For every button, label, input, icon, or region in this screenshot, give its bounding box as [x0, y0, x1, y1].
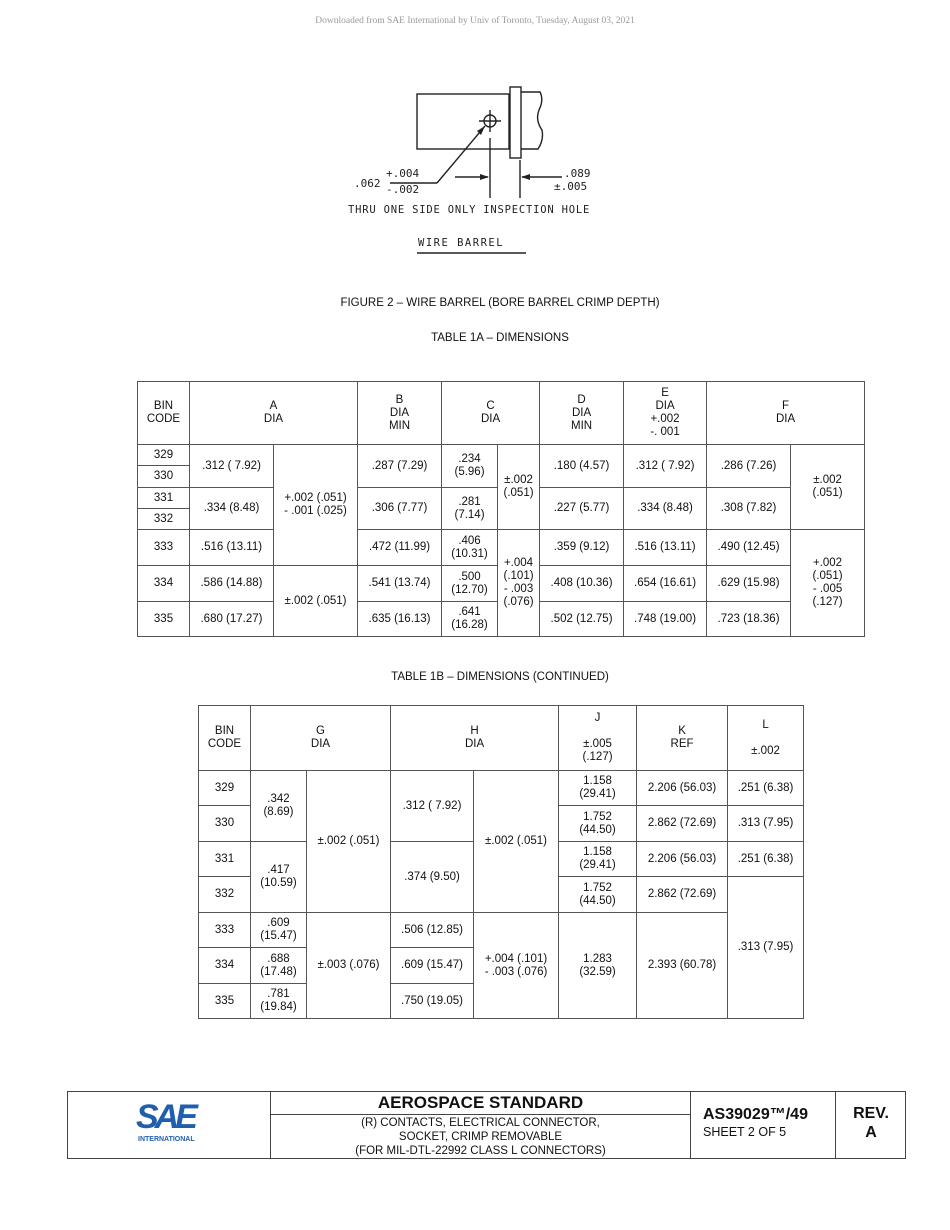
hole-tolerance-minus: -.002: [386, 183, 420, 196]
download-watermark: Downloaded from SAE International by Univ of Toronto, Tuesday, August 03, 2021: [315, 16, 635, 26]
bin-code-cell: 334: [199, 948, 251, 984]
bin-code-cell: 332: [199, 877, 251, 913]
bin-code-cell: 333: [138, 530, 190, 566]
table-cell: .408 (10.36): [540, 566, 624, 602]
table-cell: .281 (7.14): [442, 488, 498, 530]
table-cell: .502 (12.75): [540, 602, 624, 637]
subtitle-line: (R) CONTACTS, ELECTRICAL CONNECTOR,: [361, 1117, 600, 1129]
column-header: K REF: [637, 706, 728, 771]
table-cell: .541 (13.74): [358, 566, 442, 602]
table-cell: .781 (19.84): [251, 984, 307, 1019]
table-cell: .516 (13.11): [190, 530, 274, 566]
table-cell: .312 ( 7.92): [391, 771, 474, 842]
column-header: BIN CODE: [138, 382, 190, 445]
bin-code-cell: 329: [199, 771, 251, 806]
header-row: [138, 382, 865, 445]
table-cell: .609 (15.47): [391, 948, 474, 984]
column-header: G DIA: [251, 706, 391, 771]
table-row: [199, 771, 804, 806]
table-cell: 1.752 (44.50): [559, 806, 637, 842]
table-1b: [198, 705, 804, 1019]
table-cell: .312 ( 7.92): [190, 445, 274, 488]
table-cell: .286 (7.26): [707, 445, 791, 488]
bin-code-cell: 330: [199, 806, 251, 842]
subtitle-line: SOCKET, CRIMP REMOVABLE: [398, 1131, 563, 1143]
column-header: B DIA MIN: [358, 382, 442, 445]
revision-value: A: [865, 1124, 877, 1141]
table-cell: +.002 (.051) - .005 (.127): [791, 530, 865, 637]
bin-code-cell: 335: [138, 602, 190, 637]
table-1a: [137, 381, 865, 637]
table-row: [138, 530, 865, 566]
table-cell: .609 (15.47): [251, 913, 307, 948]
table-cell: +.002 (.051) - .001 (.025): [274, 445, 358, 566]
table-cell: .748 (19.00): [624, 602, 707, 637]
table-cell: .417 (10.59): [251, 842, 307, 913]
standard-title: AEROSPACE STANDARD: [271, 1092, 690, 1115]
column-header: D DIA MIN: [540, 382, 624, 445]
table-cell: ±.002 (.051): [307, 771, 391, 913]
table-cell: .635 (16.13): [358, 602, 442, 637]
distance-dimension: .089: [564, 167, 591, 180]
hole-tolerance-plus: +.004: [386, 167, 420, 180]
table-cell: .406 (10.31): [442, 530, 498, 566]
inspection-hole-note: THRU ONE SIDE ONLY INSPECTION HOLE: [348, 204, 591, 216]
column-header: F DIA: [707, 382, 865, 445]
header-row: [199, 706, 804, 771]
document-number: AS39029™/49: [703, 1106, 808, 1123]
table-cell: .374 (9.50): [391, 842, 474, 913]
table-cell: .306 (7.77): [358, 488, 442, 530]
sae-logo-subtext: INTERNATIONAL: [138, 1136, 195, 1143]
table-cell: .629 (15.98): [707, 566, 791, 602]
table-cell: .251 (6.38): [728, 842, 804, 877]
table-cell: +.004 (.101) - .003 (.076): [474, 913, 559, 1019]
figure-caption: FIGURE 2 – WIRE BARREL (BORE BARREL CRIMP DEPTH): [340, 297, 660, 309]
table-1b-title: TABLE 1B – DIMENSIONS (CONTINUED): [391, 671, 609, 683]
wire-barrel-drawing: [340, 80, 640, 260]
wire-barrel-label: WIRE BARREL: [418, 237, 505, 249]
revision-section: [836, 1092, 906, 1158]
subtitle-line: (FOR MIL-DTL-22992 CLASS L CONNECTORS): [355, 1145, 606, 1157]
sheet-number: SHEET 2 OF 5: [703, 1125, 787, 1139]
table-cell: .313 (7.95): [728, 806, 804, 842]
table-cell: .334 (8.48): [190, 488, 274, 530]
table-cell: +.004 (.101) - .003 (.076): [498, 530, 540, 637]
table-cell: .359 (9.12): [540, 530, 624, 566]
column-header: H DIA: [391, 706, 559, 771]
table-cell: 1.283 (32.59): [559, 913, 637, 1019]
table-cell: .180 (4.57): [540, 445, 624, 488]
table-cell: 2.206 (56.03): [637, 842, 728, 877]
table-cell: .312 ( 7.92): [624, 445, 707, 488]
table-cell: .490 (12.45): [707, 530, 791, 566]
table-cell: ±.002 (.051): [791, 445, 865, 530]
title-section: [271, 1092, 691, 1158]
table-cell: .586 (14.88): [190, 566, 274, 602]
table-cell: ±.002 (.051): [274, 566, 358, 637]
table-cell: .287 (7.29): [358, 445, 442, 488]
bin-code-cell: 334: [138, 566, 190, 602]
table-cell: 2.393 (60.78): [637, 913, 728, 1019]
column-header: C DIA: [442, 382, 540, 445]
table-cell: .313 (7.95): [728, 877, 804, 1019]
table-cell: .641 (16.28): [442, 602, 498, 637]
table-cell: .688 (17.48): [251, 948, 307, 984]
column-header: L ±.002: [728, 706, 804, 771]
table-cell: .500 (12.70): [442, 566, 498, 602]
table-cell: .342 (8.69): [251, 771, 307, 842]
table-cell: .750 (19.05): [391, 984, 474, 1019]
table-1a-title: TABLE 1A – DIMENSIONS: [431, 332, 569, 344]
table-cell: 1.158 (29.41): [559, 842, 637, 877]
table-cell: .723 (18.36): [707, 602, 791, 637]
table-cell: ±.002 (.051): [498, 445, 540, 530]
sae-logo: [68, 1092, 271, 1158]
table-cell: .506 (12.85): [391, 913, 474, 948]
title-block: [67, 1091, 906, 1159]
table-cell: 1.752 (44.50): [559, 877, 637, 913]
table-cell: .308 (7.82): [707, 488, 791, 530]
table-row: [199, 913, 804, 948]
hole-dimension: .062: [354, 177, 381, 190]
table-cell: .680 (17.27): [190, 602, 274, 637]
bin-code-cell: 331: [199, 842, 251, 877]
table-cell: .251 (6.38): [728, 771, 804, 806]
table-cell: 2.206 (56.03): [637, 771, 728, 806]
table-cell: .516 (13.11): [624, 530, 707, 566]
table-cell: .472 (11.99): [358, 530, 442, 566]
table-cell: 2.862 (72.69): [637, 877, 728, 913]
table-cell: 2.862 (72.69): [637, 806, 728, 842]
column-header: BIN CODE: [199, 706, 251, 771]
bin-code-cell: 333: [199, 913, 251, 948]
table-cell: .654 (16.61): [624, 566, 707, 602]
document-number-section: [691, 1092, 836, 1158]
revision-label: REV.: [853, 1105, 889, 1122]
bin-code-cell: 331: [138, 488, 190, 509]
column-header: A DIA: [190, 382, 358, 445]
table-cell: ±.002 (.051): [474, 771, 559, 913]
table-cell: .234 (5.96): [442, 445, 498, 488]
distance-tolerance: ±.005: [554, 180, 588, 193]
table-cell: ±.003 (.076): [307, 913, 391, 1019]
bin-code-cell: 329: [138, 445, 190, 466]
table-cell: .334 (8.48): [624, 488, 707, 530]
bin-code-cell: 332: [138, 509, 190, 530]
table-row: [138, 445, 865, 466]
table-cell: 1.158 (29.41): [559, 771, 637, 806]
column-header: E DIA +.002 -. 001: [624, 382, 707, 445]
bin-code-cell: 330: [138, 466, 190, 488]
table-cell: .227 (5.77): [540, 488, 624, 530]
column-header: J ±.005 (.127): [559, 706, 637, 771]
bin-code-cell: 335: [199, 984, 251, 1019]
sae-logo-text: SAE: [136, 1098, 194, 1136]
